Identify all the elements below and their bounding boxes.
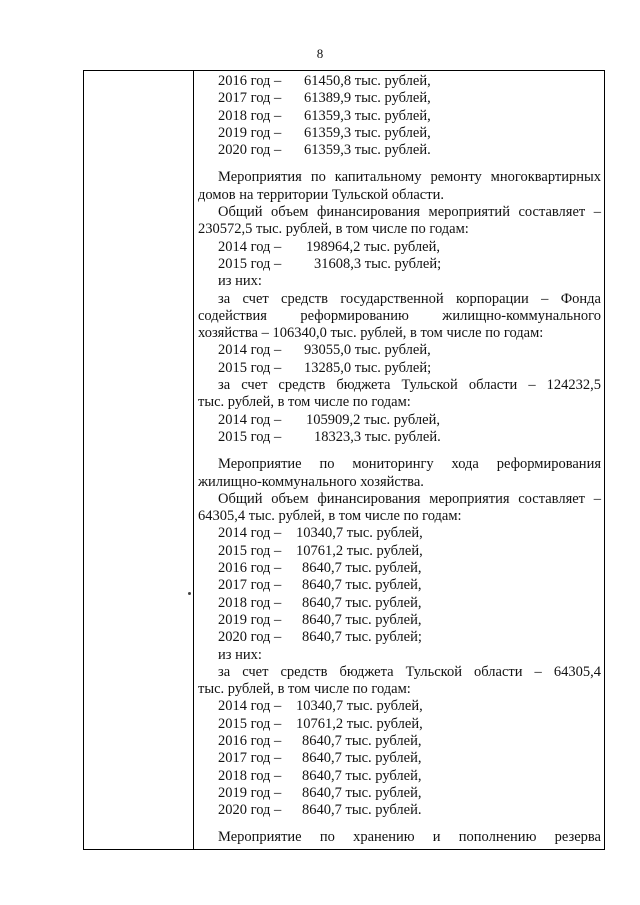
year-row: 2018 год – 61359,3 тыс. рублей, <box>218 107 431 124</box>
year-row: 2020 год – 61359,3 тыс. рублей. <box>218 142 431 159</box>
year-row: 2017 год – 8640,7 тыс. рублей, <box>218 577 422 594</box>
year-row: 2014 год – 10340,7 тыс. рублей, <box>218 698 423 715</box>
year-row: 2016 год – 8640,7 тыс. рублей, <box>218 732 422 749</box>
budget-source: за счет средств бюджета Тульской области – 124232,5 <box>218 377 601 394</box>
page-number: 8 <box>316 46 324 61</box>
scan-speck <box>188 592 191 595</box>
year-row: 2016 год – 61450,8 тыс. рублей, <box>218 73 431 89</box>
section-capital-repair <box>198 169 601 446</box>
year-row: 2014 год – 93055,0 тыс. рублей, <box>218 342 431 359</box>
year-row: 2019 год – 8640,7 тыс. рублей, <box>218 784 422 801</box>
total-financing-cont: 64305,4 тыс. рублей, в том числе по годам: <box>198 508 462 525</box>
fund-source: за счет средств государственной корпорации – Фонда <box>218 290 601 307</box>
section-title-cont: домов на территории Тульской области. <box>198 186 444 203</box>
financing-table <box>83 70 605 850</box>
year-row: 2017 год – 8640,7 тыс. рублей, <box>218 750 422 767</box>
year-row: 2020 год – 8640,7 тыс. рублей; <box>218 629 422 646</box>
year-row: 2016 год – 8640,7 тыс. рублей, <box>218 560 422 577</box>
year-row: 2019 год – 8640,7 тыс. рублей, <box>218 611 422 628</box>
year-row: 2015 год – 10761,2 тыс. рублей, <box>218 715 423 732</box>
year-row: 2018 год – 8640,7 тыс. рублей, <box>218 594 422 611</box>
section-monitoring <box>198 456 601 819</box>
section-title: Мероприятие по мониторингу хода реформирования <box>218 456 601 473</box>
budget-source-cont: тыс. рублей, в том числе по годам: <box>198 681 411 698</box>
year-row: 2014 год – 198964,2 тыс. рублей, <box>218 238 440 255</box>
year-row: 2018 год – 8640,7 тыс. рублей, <box>218 767 422 784</box>
year-row: 2017 год – 61389,9 тыс. рублей, <box>218 90 431 107</box>
section-title: Мероприятие по хранению и пополнению резерва <box>218 829 601 846</box>
year-row: 2014 год – 105909,2 тыс. рублей, <box>218 411 440 428</box>
year-row: 2014 год – 10340,7 тыс. рублей, <box>218 525 423 542</box>
of-which: из них: <box>218 273 262 290</box>
total-financing: Общий объем финансирования мероприятий составляет – <box>218 204 601 221</box>
column-divider <box>193 71 194 849</box>
block1-years <box>198 73 601 159</box>
fund-source-cont: содействия реформированию жилищно-коммунального <box>198 307 601 324</box>
total-financing-cont: 230572,5 тыс. рублей, в том числе по годам: <box>198 221 469 238</box>
of-which: из них: <box>218 646 262 663</box>
year-row: 2015 год – 10761,2 тыс. рублей, <box>218 542 423 559</box>
total-financing: Общий объем финансирования мероприятия составляет – <box>218 490 601 507</box>
year-row: 2015 год – 31608,3 тыс. рублей; <box>218 255 442 272</box>
year-row: 2019 год – 61359,3 тыс. рублей, <box>218 124 431 141</box>
section-title-cont: жилищно-коммунального хозяйства. <box>198 473 424 490</box>
fund-source-cont: хозяйства – 106340,0 тыс. рублей, в том числе по годам: <box>198 325 544 342</box>
year-row: 2015 год – 13285,0 тыс. рублей; <box>218 359 432 376</box>
year-row: 2020 год – 8640,7 тыс. рублей. <box>218 802 422 819</box>
budget-source: за счет средств бюджета Тульской области – 64305,4 <box>218 663 601 680</box>
budget-source-cont: тыс. рублей, в том числе по годам: <box>198 394 411 411</box>
section-title: Мероприятия по капитальному ремонту многоквартирных <box>218 169 601 186</box>
section-reserve <box>198 829 601 846</box>
year-row: 2015 год – 18323,3 тыс. рублей. <box>218 428 441 445</box>
table-cell-content <box>198 73 601 847</box>
